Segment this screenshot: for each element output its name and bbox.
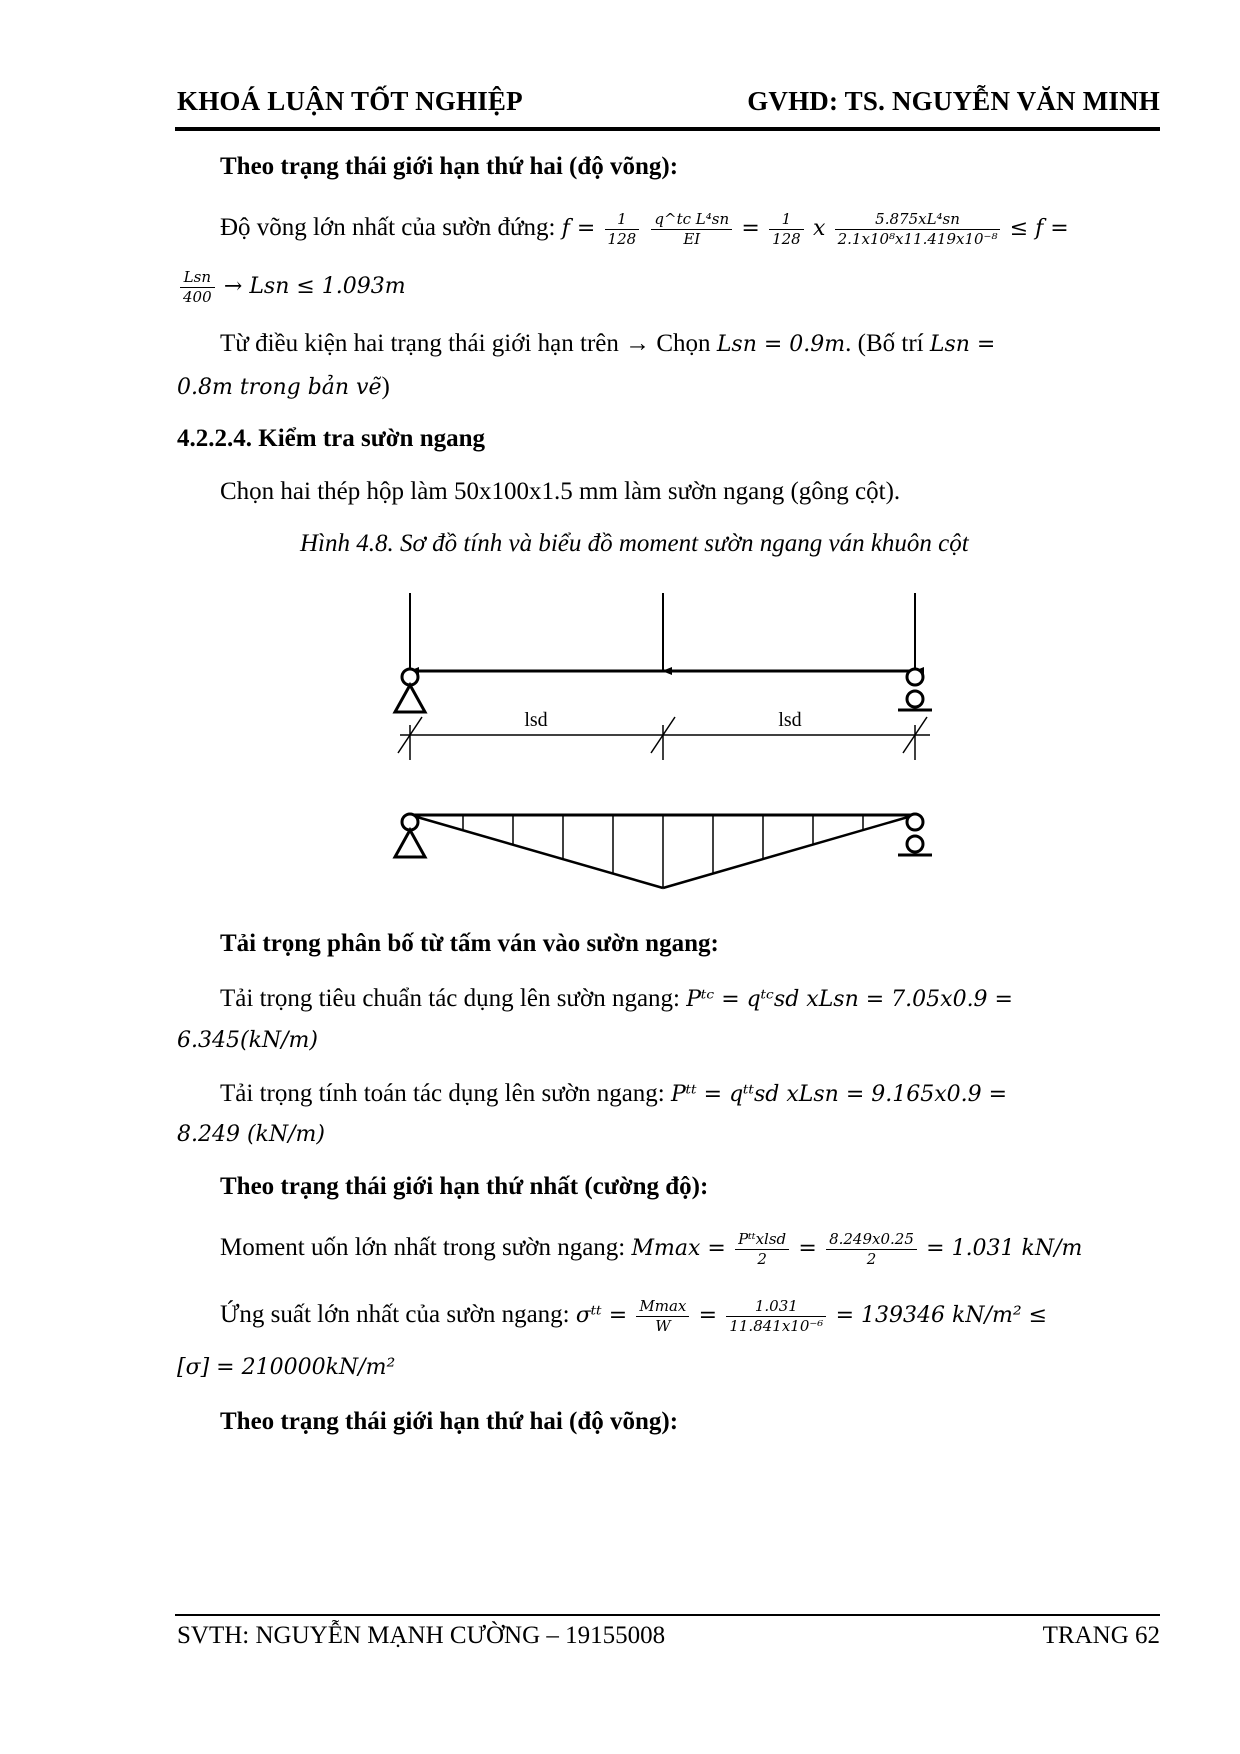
- design-load-line2: [177, 1117, 325, 1152]
- moment-label: Moment uốn lớn nhất trong sườn ngang:: [220, 1234, 626, 1262]
- stress-line2: [177, 1350, 395, 1385]
- allowable-stress: [σ] = 210000kN/m²: [177, 1355, 396, 1380]
- choose-math-3: 0.8m trong bản vẽ: [177, 375, 382, 400]
- fraction-den: 128: [607, 230, 637, 248]
- moment-symbol: Mmax =: [631, 1236, 726, 1262]
- fraction: [605, 210, 640, 249]
- deflection-label: Độ võng lớn nhất của sườn đứng:: [220, 214, 556, 242]
- fraction-num: 1: [605, 210, 640, 230]
- equals-sign: =: [698, 1303, 718, 1329]
- deflection-f: f =: [561, 216, 596, 242]
- fraction: [826, 1230, 917, 1269]
- footer-right: TRANG 62: [1042, 1622, 1160, 1649]
- stress-label: Ứng suất lớn nhất của sườn ngang:: [220, 1301, 570, 1329]
- fraction-num: Lsn: [180, 268, 215, 288]
- fraction: [636, 1297, 689, 1336]
- moment-diagram: [410, 815, 915, 888]
- moment-line: [220, 1230, 1082, 1269]
- deflection-equation-line2: [177, 268, 406, 307]
- pin-support-left-moment: [395, 814, 425, 857]
- dim-label-1: lsd: [524, 709, 548, 731]
- fraction-den: 2: [866, 1250, 877, 1268]
- beam-diagram: [370, 585, 950, 905]
- standard-load-line1: [220, 982, 1013, 1017]
- figure-caption: Hình 4.8. Sơ đồ tính và biểu đồ moment sườn ngang ván khuôn cột: [300, 530, 969, 557]
- fraction: [769, 210, 804, 249]
- fraction: [180, 268, 215, 307]
- deflection-result: → Lsn ≤ 1.093m: [223, 274, 406, 300]
- fraction-den: 400: [183, 288, 212, 306]
- deflection-equation-line1: [220, 210, 1069, 249]
- pin-support-left: [395, 669, 425, 712]
- design-load-line1: [220, 1077, 1007, 1112]
- moment-result: = 1.031 kN/m: [926, 1236, 1083, 1262]
- standard-load-value: 6.345(kN/m): [177, 1028, 319, 1053]
- fraction-den: W: [655, 1317, 671, 1335]
- times-sign: x: [812, 216, 826, 242]
- fraction-den: 2: [757, 1250, 767, 1268]
- design-load-value: 8.249 (kN/m): [177, 1122, 325, 1147]
- choose-text-4: ): [381, 373, 390, 400]
- header-left: KHOÁ LUẬN TỐT NGHIỆP: [177, 86, 523, 116]
- choose-math-2: Lsn =: [929, 332, 996, 357]
- fraction-den: 11.841x10⁻⁶: [729, 1317, 824, 1335]
- heading-strength: Theo trạng thái giới hạn thứ nhất (cường độ):: [220, 1173, 709, 1200]
- heading-distributed: Tải trọng phân bố từ tấm ván vào sườn ngang:: [220, 930, 719, 957]
- choose-text: Từ điều kiện hai trạng thái giới hạn trên → Chọn: [220, 330, 711, 357]
- roller-support-right: [898, 669, 932, 710]
- dimension-line: [398, 717, 930, 760]
- stress-symbol: σᵗᵗ =: [575, 1303, 628, 1329]
- fraction-den: 128: [772, 230, 801, 248]
- standard-load-line2: [177, 1023, 318, 1058]
- choose-line2: [177, 370, 390, 405]
- heading-deflection-2: Theo trạng thái giới hạn thứ hai (độ võng):: [220, 1408, 679, 1435]
- equals-sign: =: [798, 1236, 817, 1262]
- fraction: [726, 1297, 826, 1336]
- fraction-num: Pᵗᵗxlsd: [735, 1230, 789, 1250]
- header-rule: [175, 127, 1160, 131]
- stress-line1: [220, 1297, 1047, 1336]
- fraction: [651, 210, 732, 249]
- le-sign: ≤ f =: [1009, 216, 1069, 242]
- fraction-num: Mmax: [636, 1297, 689, 1317]
- dim-label-2: lsd: [778, 709, 802, 731]
- roller-support-right-moment: [898, 814, 932, 855]
- choose-text-2: . (Bố trí: [845, 330, 924, 357]
- fraction-num: 1: [769, 210, 804, 230]
- fraction: [735, 1230, 789, 1269]
- choose-math: Lsn = 0.9m: [716, 332, 846, 357]
- select-paragraph: Chọn hai thép hộp làm 50x100x1.5 mm làm sườn ngang (gông cột).: [220, 478, 901, 505]
- design-load-text: Tải trọng tính toán tác dụng lên sườn ngang:: [220, 1080, 665, 1107]
- standard-load-math: Pᵗᶜ = qᵗᶜsd xLsn = 7.05x0.9 =: [686, 987, 1013, 1012]
- fraction-den: 2.1x10⁸x11.419x10⁻⁸: [837, 230, 998, 248]
- fraction-den: EI: [683, 230, 701, 248]
- stress-result: = 139346 kN/m² ≤: [835, 1303, 1048, 1329]
- footer-rule: [175, 1614, 1160, 1616]
- choose-line1: [220, 327, 995, 362]
- heading-deflection-1: Theo trạng thái giới hạn thứ hai (độ võng):: [220, 153, 679, 180]
- equals-sign: =: [741, 216, 760, 242]
- standard-load-text: Tải trọng tiêu chuẩn tác dụng lên sườn ngang:: [220, 985, 680, 1012]
- fraction-num: q^tc L⁴sn: [651, 210, 732, 230]
- section-title: 4.2.2.4. Kiểm tra sườn ngang: [177, 425, 486, 452]
- fraction: [835, 210, 1001, 249]
- footer-left: SVTH: NGUYỄN MẠNH CƯỜNG – 19155008: [177, 1622, 666, 1649]
- design-load-math: Pᵗᵗ = qᵗᵗsd xLsn = 9.165x0.9 =: [671, 1082, 1008, 1107]
- fraction-num: 8.249x0.25: [826, 1230, 917, 1250]
- fraction-num: 5.875xL⁴sn: [835, 210, 1001, 230]
- header-right: GVHD: TS. NGUYỄN VĂN MINH: [747, 86, 1160, 116]
- fraction-num: 1.031: [726, 1297, 826, 1317]
